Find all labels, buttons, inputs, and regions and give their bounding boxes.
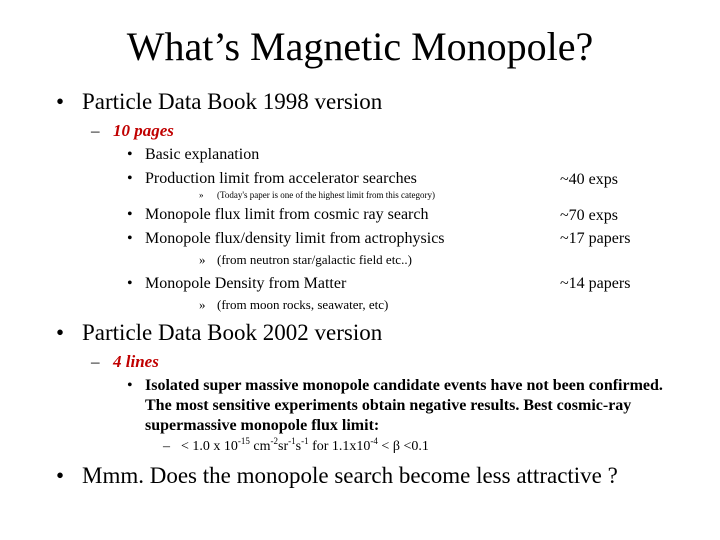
item-note-row [199, 189, 435, 202]
flux-limit-exp: -1 [288, 436, 296, 446]
bullet-icon: • [127, 170, 133, 187]
bullet-icon: • [127, 206, 133, 223]
flux-limit-unit: s [295, 439, 302, 454]
flux-limit-exp: -4 [370, 436, 378, 446]
flux-limit-row [163, 438, 429, 455]
dash-icon: – [91, 352, 100, 371]
item-count: ~17 papers [560, 230, 631, 247]
list-item [127, 274, 346, 294]
item-count: ~70 exps [560, 207, 618, 224]
item-text: Monopole flux limit from cosmic ray search [145, 206, 429, 223]
list-item [127, 145, 259, 165]
section2-heading-row [56, 319, 382, 347]
dash-icon: – [163, 439, 170, 454]
section1-sub-row [91, 120, 174, 142]
bullet-icon: • [127, 275, 133, 292]
item-count: ~40 exps [560, 171, 618, 188]
section1-heading-row [56, 88, 382, 116]
section2-sub: 4 lines [113, 352, 159, 371]
chevron-icon: » [199, 190, 204, 200]
list-item [127, 229, 445, 249]
item-text: Production limit from accelerator searches [145, 170, 417, 187]
item-note: (from neutron star/galactic field etc..) [217, 252, 412, 267]
section2-sub-row [91, 351, 159, 373]
section1-heading: Particle Data Book 1998 version [82, 89, 383, 114]
bullet-icon: • [127, 230, 133, 247]
item-text: Monopole Density from Matter [145, 275, 347, 292]
flux-limit-exp: -1 [301, 436, 309, 446]
dash-icon: – [91, 121, 100, 140]
bullet-icon: • [56, 463, 65, 488]
bullet-icon: • [127, 377, 133, 394]
flux-limit-exp: -2 [270, 436, 279, 446]
list-item [127, 205, 428, 225]
item-note: (Today's paper is one of the highest limit from this category) [217, 190, 435, 200]
section2-item: Isolated super massive monopole candidate events have not been confirmed. The most sensitive experiments obtain negative results. Best cosmic-ray supermassive monopole flux limit: [145, 377, 663, 434]
item-note-row [199, 296, 388, 313]
chevron-icon: » [199, 297, 206, 312]
flux-limit-tail: < β <0.1 [377, 439, 429, 454]
item-note-row [199, 251, 412, 268]
page-title: What’s Magnetic Monopole? [126, 24, 594, 69]
bullet-icon: • [56, 89, 65, 114]
item-text: Monopole flux/density limit from actrophysics [145, 230, 445, 247]
flux-limit-exp: -15 [237, 436, 250, 446]
bullet-icon: • [127, 146, 133, 163]
section1-sub: 10 pages [113, 121, 174, 140]
item-count: ~14 papers [560, 275, 631, 292]
chevron-icon: » [199, 252, 206, 267]
closing-row [56, 462, 618, 490]
flux-limit-unit: cm [249, 439, 271, 454]
closing-text: Mmm. Does the monopole search become less attractive ? [82, 463, 618, 488]
item-note: (from moon rocks, seawater, etc) [217, 297, 389, 312]
bullet-icon: • [56, 320, 65, 345]
flux-limit-unit: sr [278, 439, 289, 454]
list-item [127, 169, 417, 189]
item-text: Basic explanation [145, 146, 260, 163]
flux-limit-mid: for 1.1x10 [308, 439, 371, 454]
section2-heading: Particle Data Book 2002 version [82, 320, 383, 345]
flux-limit-prefix: < 1.0 x 10 [181, 439, 238, 454]
